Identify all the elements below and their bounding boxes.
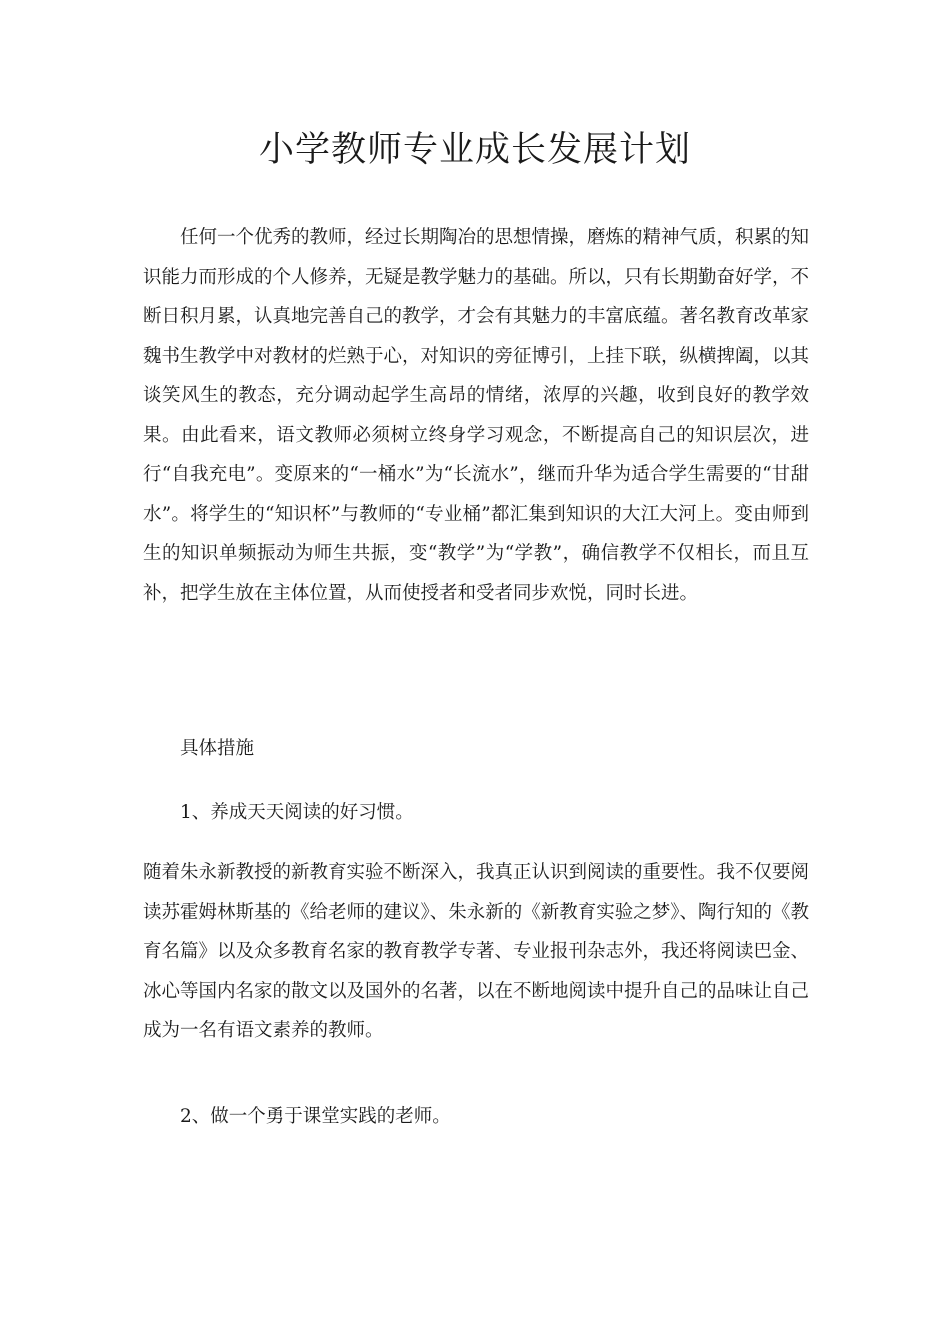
measures-heading: 具体措施 [180, 738, 255, 759]
item-2-title: 2、做一个勇于课堂实践的老师。 [180, 1106, 451, 1127]
document-title: 小学教师专业成长发展计划 [258, 130, 691, 170]
intro-paragraph: 任何一个优秀的教师，经过长期陶冶的思想情操，磨炼的精神气质，积累的知识能力而形成的个人修养，无疑是教学魅力的基础。所以，只有长期勤奋好学，不断日积月累，认真地完善自己的教学，才会有其魅力的丰富底蕴。著名教育改革家魏书生教学中对教材的烂熟于心，对知识的旁征博引，上挂下联，纵横捭阖，以其谈笑风生的教态，充分调动起学生高昂的情绪，浓厚的兴趣，收到良好的教学效果。由此看来，语文教师必须树立终身学习观念，不断提高自己的知识层次，进行“自我充电”。变原来的“一桶水”为“长流水”，继而升华为适合学生需要的“甘甜水”。将学生的“知识杯”与教师的“专业桶”都汇集到知识的大江大河上。变由师到生的知识单频振动为师生共振，变“教学”为“学教”，确信教学不仅相长，而且互补，把学生放在主体位置，从而使授者和受者同步欢悦，同时长进。 [143, 227, 810, 604]
item-1-title: 1、养成天天阅读的好习惯。 [180, 802, 414, 823]
item-1-body: 随着朱永新教授的新教育实验不断深入，我真正认识到阅读的重要性。我不仅要阅读苏霍姆林斯基的《给老师的建议》、朱永新的《新教育实验之梦》、陶行知的《教育名篇》以及众多教育名家的教育教学专著、专业报刊杂志外，我还将阅读巴金、冰心等国内名家的散文以及国外的名著，以在不断地阅读中提升自己的品味让自己成为一名有语文素养的教师。 [143, 862, 810, 1041]
